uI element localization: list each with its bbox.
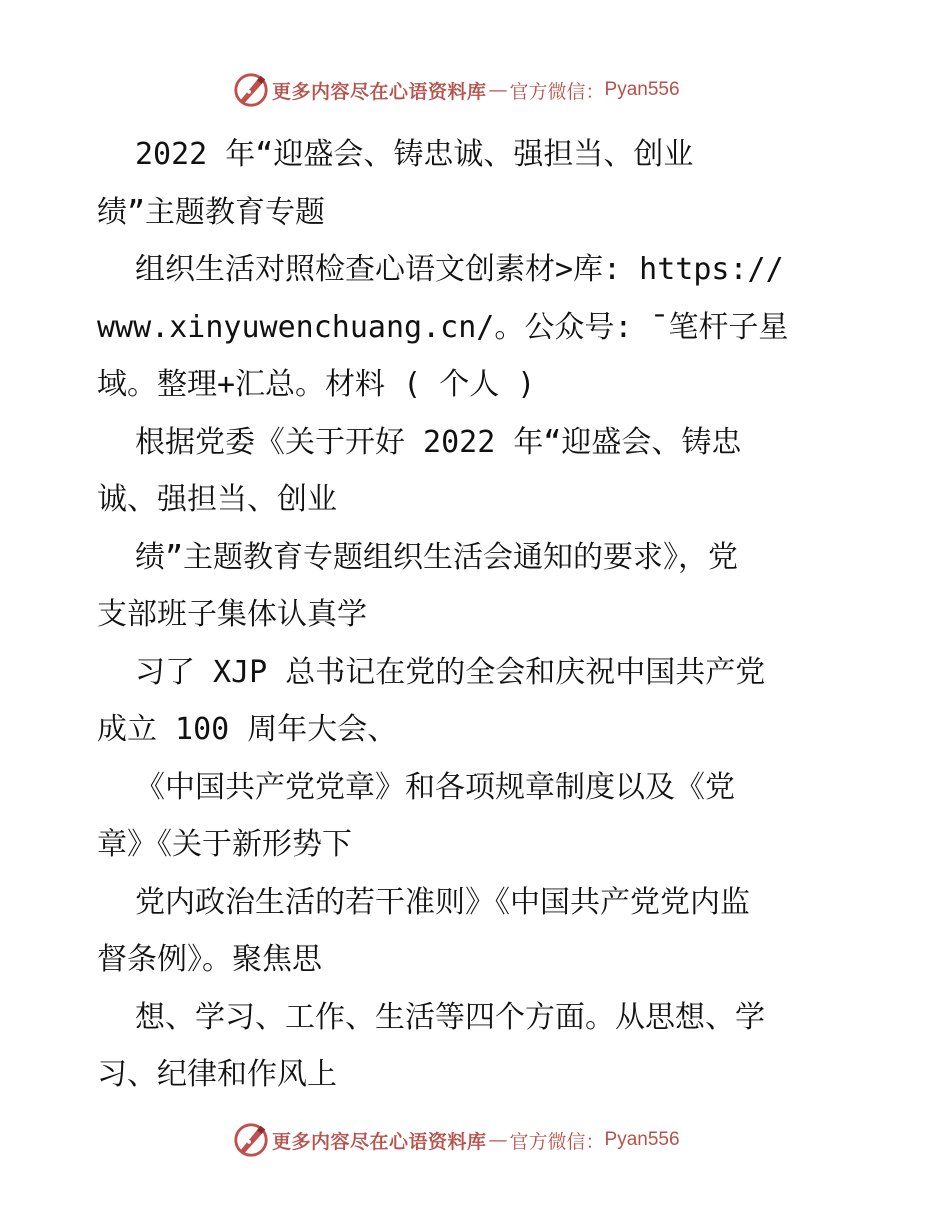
text-line: 组织生活对照检查心语文创素材>库: https:// (135, 252, 784, 287)
text-line: 督条例》。聚焦思 (97, 942, 322, 977)
text-line: 习了 XJP 总书记在党的全会和庆祝中国共产党 (135, 654, 766, 690)
text-line: 根据党委《关于开好 2022 年“迎盛会、铸忠 (135, 424, 742, 460)
banner-title: 更多内容尽在心语资料库 (272, 1130, 487, 1153)
text-line: 习、纪律和作风上 (97, 1057, 337, 1092)
text-line: 章》《关于新形势下 (97, 827, 352, 862)
text-line: www.xinyuwenchuang.cn/。公众号: ¯笔杆子星 (97, 309, 789, 345)
banner-wechat-id: Pyan556 (604, 1129, 680, 1150)
text-line: 《中国共产党党章》和各项规章制度以及《党 (135, 769, 735, 805)
text-line: 支部班子集体认真学 (97, 597, 367, 632)
banner-wechat-label: 官方微信： (509, 1130, 605, 1153)
text-line: 绩”主题教育专题 (97, 194, 326, 230)
footer-banner (232, 1120, 680, 1160)
text-line: 绩”主题教育专题组织生活会通知的要求》，党 (135, 539, 739, 575)
banner-dash: — (488, 79, 508, 101)
text-line: 想、学习、工作、生活等四个方面。从思想、学 (135, 999, 765, 1035)
banner-title: 更多内容尽在心语资料库 (272, 80, 487, 103)
text-line: 党内政治生活的若干准则》《中国共产党党内监 (135, 884, 750, 920)
pen-logo-icon (232, 1121, 270, 1159)
header-banner (232, 70, 680, 110)
text-line: 成立 100 周年大会、 (97, 712, 398, 747)
banner-wechat-id: Pyan556 (604, 79, 680, 100)
pen-logo-icon (232, 71, 270, 109)
text-line: 诚、强担当、创业 (97, 482, 337, 517)
banner-dash: — (488, 1129, 508, 1151)
banner-wechat-label: 官方微信： (509, 80, 605, 103)
text-line: 2022 年“迎盛会、铸忠诚、强担当、创业 (135, 137, 694, 172)
document-body (97, 126, 857, 1104)
text-line: 域。整理+汇总。材料 ( 个人 ) (97, 367, 536, 402)
